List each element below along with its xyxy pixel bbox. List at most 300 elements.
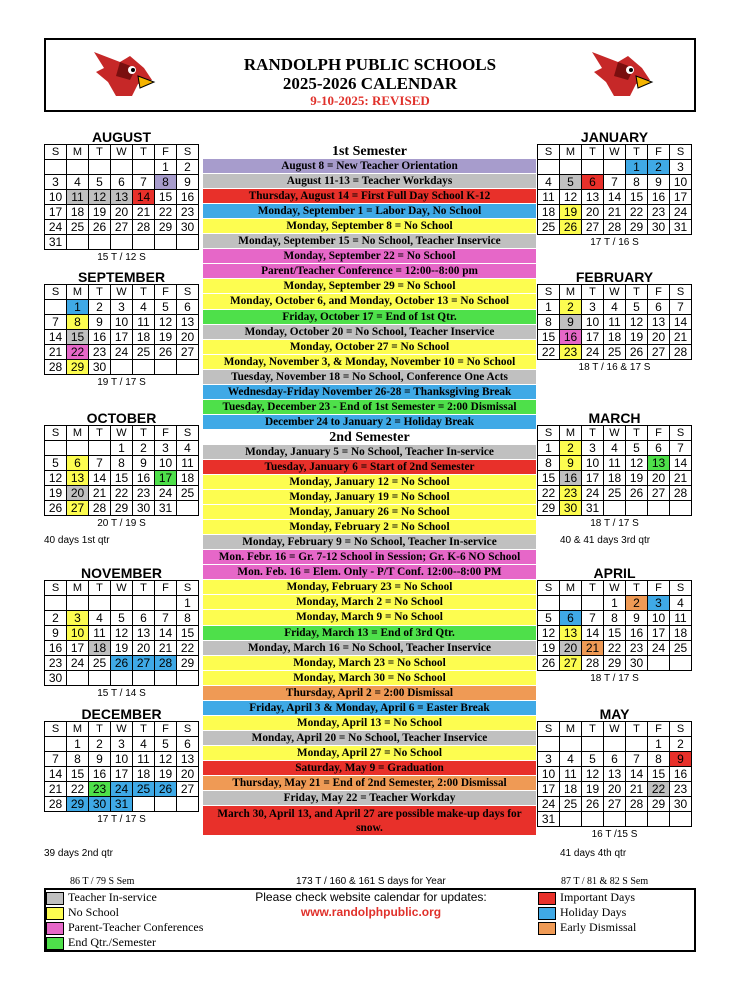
event-row: Saturday, May 9 = Graduation — [203, 761, 536, 776]
day-cell: 27 — [177, 345, 199, 360]
day-header: S — [670, 581, 692, 596]
day-cell: 12 — [626, 456, 648, 471]
day-cell: 30 — [648, 220, 670, 235]
day-cell: 17 — [111, 767, 133, 782]
day-cell: 15 — [538, 330, 560, 345]
event-row: Parent/Teacher Conference = 12:00--8:00 pm — [203, 264, 536, 279]
day-cell: 20 — [582, 205, 604, 220]
day-cell: 24 — [648, 641, 670, 656]
empty-cell — [133, 797, 155, 812]
day-header: T — [133, 722, 155, 737]
day-cell: 24 — [538, 797, 560, 812]
day-cell: 8 — [604, 611, 626, 626]
day-cell: 24 — [582, 345, 604, 360]
day-cell: 19 — [155, 330, 177, 345]
day-cell: 9 — [89, 752, 111, 767]
day-cell: 14 — [133, 190, 155, 205]
day-cell: 23 — [45, 656, 67, 671]
day-header: W — [604, 285, 626, 300]
day-cell: 29 — [626, 220, 648, 235]
empty-cell — [177, 797, 199, 812]
day-cell: 21 — [133, 205, 155, 220]
empty-cell — [670, 812, 692, 827]
day-cell: 13 — [604, 767, 626, 782]
empty-cell — [604, 501, 626, 516]
day-cell: 20 — [177, 767, 199, 782]
day-cell: 11 — [89, 626, 111, 641]
day-cell: 26 — [111, 656, 133, 671]
day-cell: 10 — [45, 190, 67, 205]
day-cell: 1 — [67, 300, 89, 315]
day-cell: 9 — [133, 456, 155, 471]
day-cell: 15 — [604, 626, 626, 641]
day-cell: 19 — [582, 782, 604, 797]
empty-cell — [67, 160, 89, 175]
day-cell: 12 — [89, 190, 111, 205]
day-header: S — [45, 426, 67, 441]
event-row: Monday, January 19 = No School — [203, 490, 536, 505]
day-header: M — [560, 426, 582, 441]
day-cell: 31 — [155, 501, 177, 516]
empty-cell — [45, 300, 67, 315]
day-cell: 7 — [155, 611, 177, 626]
event-row: Wednesday-Friday November 26-28 = Thanksgiving Break — [203, 385, 536, 400]
month-name: APRIL — [593, 565, 636, 581]
day-header: S — [670, 426, 692, 441]
day-cell: 29 — [67, 360, 89, 375]
event-row: Thursday, April 2 = 2:00 Dismissal — [203, 686, 536, 701]
website-link[interactable]: www.randolphpublic.org — [300, 905, 442, 919]
day-cell: 8 — [67, 315, 89, 330]
day-cell: 6 — [111, 175, 133, 190]
empty-cell — [582, 596, 604, 611]
empty-cell — [67, 671, 89, 686]
day-header: M — [560, 285, 582, 300]
day-cell: 3 — [155, 441, 177, 456]
revision-date: 9-10-2025: REVISED — [310, 93, 430, 108]
event-row: Monday, February 2 = No School — [203, 520, 536, 535]
empty-cell — [155, 671, 177, 686]
day-cell: 2 — [177, 160, 199, 175]
day-cell: 9 — [177, 175, 199, 190]
month-summary: 15 T / 14 S — [97, 688, 146, 699]
event-row: Monday, April 20 = No School, Teacher Inservice — [203, 731, 536, 746]
day-cell: 28 — [89, 501, 111, 516]
day-cell: 24 — [67, 656, 89, 671]
day-cell: 13 — [177, 752, 199, 767]
day-cell: 27 — [133, 656, 155, 671]
legend-item-teacher-inservice: Teacher In-service — [46, 890, 157, 905]
day-cell: 14 — [582, 626, 604, 641]
day-cell: 23 — [626, 641, 648, 656]
day-cell: 22 — [604, 641, 626, 656]
day-cell: 21 — [89, 486, 111, 501]
month-grid — [537, 144, 692, 235]
empty-cell — [648, 501, 670, 516]
day-cell: 22 — [67, 345, 89, 360]
day-cell: 18 — [604, 330, 626, 345]
day-cell: 2 — [560, 441, 582, 456]
event-row: Friday, April 3 & Monday, April 6 = Easter Break — [203, 701, 536, 716]
day-cell: 10 — [582, 315, 604, 330]
event-row: Monday, November 3, & Monday, November 10 = No School — [203, 355, 536, 370]
cardinal-logo-icon — [86, 46, 156, 102]
empty-cell — [89, 596, 111, 611]
day-header: S — [177, 426, 199, 441]
day-cell: 28 — [670, 486, 692, 501]
event-row: Monday, February 9 = No School, Teacher In-service — [203, 535, 536, 550]
day-cell: 24 — [111, 345, 133, 360]
day-cell: 20 — [133, 641, 155, 656]
empty-cell — [155, 360, 177, 375]
day-cell: 9 — [45, 626, 67, 641]
empty-cell — [538, 737, 560, 752]
legend-swatch — [46, 892, 64, 905]
day-header: F — [648, 581, 670, 596]
day-cell: 14 — [604, 190, 626, 205]
day-cell: 16 — [670, 767, 692, 782]
day-cell: 25 — [560, 797, 582, 812]
empty-cell — [582, 737, 604, 752]
day-header: S — [670, 285, 692, 300]
day-cell: 11 — [538, 190, 560, 205]
day-header: M — [67, 722, 89, 737]
month-name: MARCH — [588, 410, 641, 426]
event-row: Monday, January 12 = No School — [203, 475, 536, 490]
month-grid — [537, 425, 692, 516]
month-summary: 19 T / 17 S — [97, 377, 146, 388]
day-cell: 15 — [177, 626, 199, 641]
day-cell: 23 — [670, 782, 692, 797]
day-cell: 31 — [582, 501, 604, 516]
legend-item-important-days: Important Days — [538, 890, 635, 905]
day-header: M — [67, 285, 89, 300]
empty-cell — [155, 797, 177, 812]
day-cell: 7 — [89, 456, 111, 471]
empty-cell — [111, 671, 133, 686]
empty-cell — [604, 737, 626, 752]
day-cell: 21 — [582, 641, 604, 656]
day-cell: 25 — [604, 345, 626, 360]
day-cell: 27 — [648, 345, 670, 360]
day-cell: 28 — [670, 345, 692, 360]
month-grid — [44, 721, 199, 812]
day-cell: 3 — [582, 300, 604, 315]
day-cell: 12 — [155, 752, 177, 767]
day-cell: 8 — [177, 611, 199, 626]
day-cell: 19 — [89, 205, 111, 220]
event-row: Monday, September 29 = No School — [203, 279, 536, 294]
day-cell: 8 — [648, 752, 670, 767]
day-cell: 10 — [538, 767, 560, 782]
day-cell: 4 — [133, 300, 155, 315]
empty-cell — [67, 596, 89, 611]
day-cell: 14 — [626, 767, 648, 782]
event-row: Monday, March 16 = No School, Teacher Inservice — [203, 641, 536, 656]
day-cell: 29 — [155, 220, 177, 235]
event-row: Monday, March 30 = No School — [203, 671, 536, 686]
day-header: M — [560, 581, 582, 596]
empty-cell — [648, 656, 670, 671]
day-cell: 14 — [45, 767, 67, 782]
day-cell: 6 — [133, 611, 155, 626]
event-row: Monday, January 5 = No School, Teacher In-service — [203, 445, 536, 460]
month-grid — [44, 425, 199, 516]
day-cell: 12 — [582, 767, 604, 782]
day-cell: 13 — [67, 471, 89, 486]
day-cell: 19 — [111, 641, 133, 656]
day-header: T — [133, 285, 155, 300]
day-cell: 30 — [177, 220, 199, 235]
day-cell: 5 — [538, 611, 560, 626]
day-cell: 6 — [648, 441, 670, 456]
day-cell: 28 — [133, 220, 155, 235]
day-cell: 23 — [177, 205, 199, 220]
day-cell: 25 — [177, 486, 199, 501]
day-cell: 25 — [133, 345, 155, 360]
day-header: T — [582, 722, 604, 737]
day-cell: 23 — [89, 345, 111, 360]
day-cell: 18 — [133, 330, 155, 345]
empty-cell — [670, 656, 692, 671]
day-cell: 23 — [560, 486, 582, 501]
empty-cell — [45, 441, 67, 456]
day-cell: 4 — [604, 300, 626, 315]
day-cell: 29 — [604, 656, 626, 671]
day-cell: 16 — [133, 471, 155, 486]
event-row: Thursday, May 21 = End of 2nd Semester, 2:00 Dismissal — [203, 776, 536, 791]
day-cell: 15 — [538, 471, 560, 486]
q1-days: 40 days 1st qtr — [44, 535, 110, 546]
month-april — [537, 566, 692, 684]
day-cell: 25 — [133, 782, 155, 797]
day-cell: 6 — [604, 752, 626, 767]
day-cell: 16 — [89, 767, 111, 782]
empty-cell — [111, 235, 133, 250]
empty-cell — [582, 160, 604, 175]
day-cell: 3 — [45, 175, 67, 190]
event-row: Tuesday, November 18 = No School, Conference One Acts — [203, 370, 536, 385]
legend-swatch — [538, 907, 556, 920]
day-header: W — [604, 426, 626, 441]
day-cell: 4 — [560, 752, 582, 767]
legend-swatch — [538, 892, 556, 905]
day-header: W — [111, 285, 133, 300]
month-october — [44, 411, 199, 529]
month-name: MAY — [599, 706, 630, 722]
day-cell: 22 — [538, 486, 560, 501]
legend-item-end-qtr: End Qtr./Semester — [46, 935, 156, 950]
empty-cell — [67, 441, 89, 456]
day-cell: 22 — [111, 486, 133, 501]
month-grid — [537, 284, 692, 360]
day-cell: 16 — [560, 330, 582, 345]
day-cell: 11 — [604, 456, 626, 471]
legend-item-conferences: Parent-Teacher Conferences — [46, 920, 203, 935]
day-cell: 11 — [670, 611, 692, 626]
day-cell: 23 — [133, 486, 155, 501]
empty-cell — [538, 596, 560, 611]
day-header: S — [45, 581, 67, 596]
month-september — [44, 270, 199, 388]
day-cell: 2 — [560, 300, 582, 315]
event-row: Monday, September 15 = No School, Teacher Inservice — [203, 234, 536, 249]
day-cell: 15 — [67, 330, 89, 345]
day-cell: 13 — [133, 626, 155, 641]
day-cell: 14 — [45, 330, 67, 345]
event-row: August 8 = New Teacher Orientation — [203, 159, 536, 174]
empty-cell — [626, 501, 648, 516]
day-cell: 7 — [626, 752, 648, 767]
day-header: F — [155, 426, 177, 441]
event-row: Tuesday, January 6 = Start of 2nd Semester — [203, 460, 536, 475]
day-cell: 21 — [670, 330, 692, 345]
day-cell: 9 — [648, 175, 670, 190]
day-cell: 1 — [626, 160, 648, 175]
day-cell: 12 — [155, 315, 177, 330]
day-cell: 26 — [626, 345, 648, 360]
month-grid — [44, 284, 199, 375]
day-cell: 4 — [177, 441, 199, 456]
day-cell: 16 — [648, 190, 670, 205]
month-summary: 15 T / 12 S — [97, 252, 146, 263]
day-header: S — [670, 145, 692, 160]
day-cell: 3 — [670, 160, 692, 175]
day-header: W — [604, 581, 626, 596]
month-january — [537, 130, 692, 248]
month-name: SEPTEMBER — [77, 269, 166, 285]
day-cell: 22 — [626, 205, 648, 220]
day-cell: 8 — [111, 456, 133, 471]
day-cell: 8 — [155, 175, 177, 190]
month-summary: 20 T / 19 S — [97, 518, 146, 529]
day-cell: 19 — [155, 767, 177, 782]
day-cell: 1 — [155, 160, 177, 175]
day-cell: 17 — [45, 205, 67, 220]
day-cell: 4 — [67, 175, 89, 190]
day-cell: 30 — [89, 797, 111, 812]
empty-cell — [155, 235, 177, 250]
day-cell: 2 — [45, 611, 67, 626]
day-cell: 10 — [648, 611, 670, 626]
day-cell: 24 — [670, 205, 692, 220]
month-name: DECEMBER — [81, 706, 162, 722]
empty-cell — [133, 235, 155, 250]
month-march — [537, 411, 692, 529]
day-cell: 5 — [626, 441, 648, 456]
day-cell: 14 — [89, 471, 111, 486]
month-december — [44, 707, 199, 825]
event-row: Monday, September 8 = No School — [203, 219, 536, 234]
day-cell: 18 — [133, 767, 155, 782]
month-august — [44, 130, 199, 263]
day-cell: 16 — [89, 330, 111, 345]
day-header: T — [626, 581, 648, 596]
day-cell: 10 — [155, 456, 177, 471]
day-cell: 25 — [89, 656, 111, 671]
empty-cell — [67, 235, 89, 250]
day-cell: 22 — [67, 782, 89, 797]
day-cell: 7 — [582, 611, 604, 626]
day-cell: 2 — [133, 441, 155, 456]
day-cell: 3 — [111, 300, 133, 315]
month-grid — [44, 144, 199, 250]
event-row: Friday, May 22 = Teacher Workday — [203, 791, 536, 806]
day-cell: 9 — [670, 752, 692, 767]
legend-swatch — [46, 907, 64, 920]
day-cell: 1 — [67, 737, 89, 752]
month-grid — [44, 580, 199, 686]
event-row: Mon. Feb. 16 = Elem. Only - P/T Conf. 12:00--8:00 PM — [203, 565, 536, 580]
day-cell: 12 — [45, 471, 67, 486]
day-header: T — [626, 722, 648, 737]
day-header: S — [538, 581, 560, 596]
day-cell: 17 — [111, 330, 133, 345]
day-cell: 18 — [604, 471, 626, 486]
day-cell: 13 — [560, 626, 582, 641]
day-cell: 24 — [45, 220, 67, 235]
legend-item-no-school: No School — [46, 905, 119, 920]
day-header: W — [111, 581, 133, 596]
day-header: F — [155, 285, 177, 300]
day-cell: 3 — [582, 441, 604, 456]
day-cell: 26 — [626, 486, 648, 501]
day-cell: 5 — [89, 175, 111, 190]
day-cell: 21 — [45, 782, 67, 797]
empty-cell — [604, 812, 626, 827]
day-header: W — [111, 145, 133, 160]
event-row: Monday, October 6, and Monday, October 13 = No School — [203, 294, 536, 309]
day-cell: 6 — [177, 737, 199, 752]
day-cell: 25 — [604, 486, 626, 501]
month-february — [537, 270, 692, 373]
empty-cell — [177, 360, 199, 375]
day-cell: 16 — [560, 471, 582, 486]
day-cell: 30 — [560, 501, 582, 516]
day-cell: 31 — [670, 220, 692, 235]
day-cell: 6 — [560, 611, 582, 626]
day-cell: 3 — [538, 752, 560, 767]
day-cell: 22 — [177, 641, 199, 656]
day-cell: 20 — [604, 782, 626, 797]
event-row: December 24 to January 2 = Holiday Break — [203, 415, 536, 430]
day-header: M — [560, 145, 582, 160]
day-cell: 8 — [67, 752, 89, 767]
sem2-days: 87 T / 81 & 82 S Sem — [561, 876, 649, 887]
day-header: W — [111, 722, 133, 737]
calendar-year: 2025-2026 CALENDAR — [282, 74, 458, 93]
day-cell: 27 — [177, 782, 199, 797]
event-row: Tuesday, December 23 - End of 1st Semester = 2:00 Dismissal — [203, 400, 536, 415]
cardinal-logo-icon — [584, 46, 654, 102]
day-cell: 5 — [155, 737, 177, 752]
empty-cell — [538, 160, 560, 175]
day-cell: 10 — [111, 752, 133, 767]
day-header: T — [89, 145, 111, 160]
day-cell: 2 — [670, 737, 692, 752]
day-cell: 19 — [45, 486, 67, 501]
day-cell: 31 — [111, 797, 133, 812]
day-cell: 17 — [582, 471, 604, 486]
day-header: W — [111, 426, 133, 441]
month-summary: 17 T / 17 S — [97, 814, 146, 825]
day-cell: 20 — [177, 330, 199, 345]
day-header: T — [133, 426, 155, 441]
day-cell: 11 — [67, 190, 89, 205]
day-header: S — [670, 722, 692, 737]
day-cell: 13 — [648, 456, 670, 471]
day-header: F — [648, 722, 670, 737]
